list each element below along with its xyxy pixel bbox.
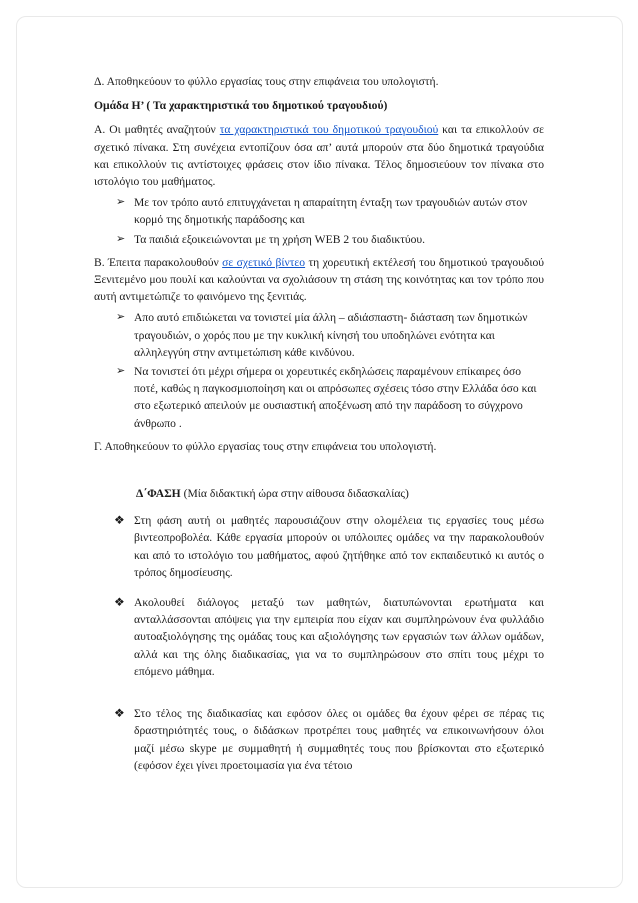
arrow-bullet-icon: ➢ — [116, 311, 126, 324]
phase-heading — [94, 485, 544, 502]
list-item-text: Με τον τρόπο αυτό επιτυγχάνεται η απαραίτητη ένταξη των τραγουδιών αυτών στον κορμό της δημοτικής παράδοσης και — [134, 196, 528, 227]
list-item-text: Στο τέλος της διαδικασίας και εφόσον όλες οι ομάδες θα έχουν φέρει σε πέρας τις δραστηριότητές τους, ο διδάσκων προτρέπει τους μαθητές να επικοινωνήσουν όλοι μαζί μέσω skype με συμμαθητή ή συμμαθητές τους που βρίσκονται στο εξωτερικό (εφόσον έχει γίνει προετοιμασία για ένα τέτοιο — [134, 707, 544, 772]
step-a-prefix: Α. Οι μαθητές αναζητούν — [94, 123, 220, 137]
list-item — [116, 194, 544, 228]
list-item-text: Τα παιδιά εξοικειώνονται με τη χρήση WEB 2 του διαδικτύου. — [134, 232, 426, 246]
phase-title: Δ΄ΦΑΣΗ — [136, 487, 181, 501]
step-b-bullet-list — [94, 309, 544, 431]
list-item-text: Ακολουθεί διάλογος μεταξύ των μαθητών, διατυπώνονται ερωτήματα και ανταλλάσσονται απόψεις για την εμπειρία που είχαν και συμπληρώνουν ένα φυλλάδιο αυτοαξιολόγησης της ομάδας τους και αξιολόγησης των εργασιών των άλλων ομάδων, αλλά και της όλης διαδικασίας, για να το συμπληρώσουν στο σπίτι τους μέχρι το επόμενο μάθημα. — [134, 596, 544, 678]
list-item-text: Στη φάση αυτή οι μαθητές παρουσιάζουν στην ολομέλεια τις εργασίες τους μέσω βιντεοπροβολέα. Κάθε εργασία μπορούν οι υπόλοιπες ομάδες να την παρακολουθούν και από το ιστολόγιο του μαθήματος, αφού ζητήθηκε από τον εκπαιδευτικό κι αυτός ο τρόπος δημοσίευσης. — [134, 514, 544, 579]
step-a-suffix: και τα επικολλούν σε σχετικό πίνακα. Στη συνέχεια εντοπίζουν όσα απ’ αυτά μπορούν στα δύο δημοτικά τραγούδια και επικολλούν τις αντίστοιχες φράσεις στον ίδιο πίνακα. Τέλος δημοσιεύουν τον πίνακα στο ιστολόγιο του μαθήματος. — [94, 123, 544, 189]
step-b-prefix: Β. Έπειτα παρακολουθούν — [94, 255, 223, 269]
diamond-bullet-icon: ❖ — [114, 706, 125, 721]
arrow-bullet-icon: ➢ — [116, 232, 126, 245]
list-item — [114, 705, 544, 774]
step-a-paragraph — [94, 121, 544, 190]
list-item — [114, 594, 544, 680]
diamond-bullet-icon: ❖ — [114, 513, 125, 528]
list-item — [114, 512, 544, 581]
list-item — [116, 363, 544, 432]
list-item-text: Απο αυτό επιδιώκεται να τονιστεί μία άλλη – αδιάσπαστη- διάσταση των δημοτικών τραγουδιών, ο χορός που με την κυκλική κίνησή του υποδηλώνει ενότητα και αλληλεγγύη στην αντιμετώπιση κάθε κινδύνου. — [134, 311, 528, 359]
step-a-bullet-list — [94, 194, 544, 248]
group-title: Ομάδα Η’ ( Τα χαρακτηριστικά του δημοτικού τραγουδιού) — [94, 99, 388, 113]
document-body — [94, 73, 544, 774]
phase-subtitle: (Μία διδακτική ώρα στην αίθουσα διδασκαλίας) — [180, 487, 409, 501]
arrow-bullet-icon: ➢ — [116, 196, 126, 209]
diamond-bullet-icon: ❖ — [114, 595, 125, 610]
phase-item-list — [94, 512, 544, 774]
step-b-paragraph — [94, 254, 544, 306]
list-item — [116, 231, 544, 248]
list-item — [116, 309, 544, 361]
step-b-suffix: τη χορευτική εκτέλεσή του δημοτικού τραγουδιού Ξενιτεμένο μου πουλί και καλούνται να σχολιάσουν τη στάση της κοινότητας και τον τρόπο που αυτή αντιμετώπιζε το φαινόμενο της ξενιτιάς. — [94, 255, 544, 304]
related-video-link[interactable]: σε σχετικό βίντεο — [222, 255, 306, 269]
song-features-link[interactable]: τα χαρακτηριστικά του δημοτικού τραγουδιού — [219, 123, 439, 137]
list-item-text: Να τονιστεί ότι μέχρι σήμερα οι χορευτικές εκδηλώσεις παραμένουν επίκαιρες όσο ποτέ, καθώς η παγκοσμιοποίηση και οι απρόσωπες σχέσεις τόσο στην Ελλάδα όσο και στο εξωτερικό απειλούν με ουσιαστική αποξένωση από την παράδοση το σύγχρονο άνθρωπο . — [134, 365, 537, 430]
arrow-bullet-icon: ➢ — [116, 365, 126, 378]
step-g-text: Γ. Αποθηκεύουν το φύλλο εργασίας τους στην επιφάνεια του υπολογιστή. — [94, 439, 437, 453]
step-d-text: Δ. Αποθηκεύουν το φύλλο εργασίας τους στην επιφάνεια του υπολογιστή. — [94, 75, 439, 88]
